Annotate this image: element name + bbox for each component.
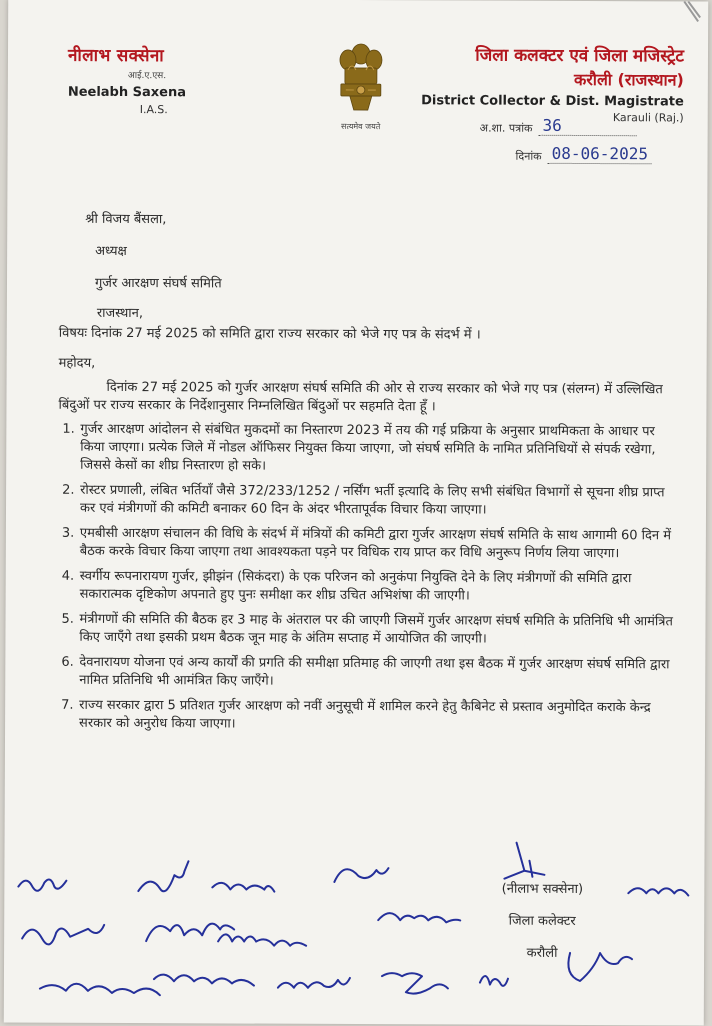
point-number: 6. [61,654,74,670]
letter-date-row [516,144,653,165]
signature-14 [568,953,632,981]
emblem-motto: सत्यमेव जयते [341,121,381,132]
point-number: 7. [61,697,74,713]
signature-15 [628,888,688,895]
signature-9 [278,978,350,988]
lion-capital-emblem-icon [336,40,386,120]
list-item [58,482,678,521]
state-emblem [328,40,394,136]
list-item [57,697,677,736]
signature-4 [138,861,188,891]
point-number: 1. [62,421,75,437]
addressee-organisation: गुर्जर आरक्षण संघर्ष समिति [94,275,222,292]
office-title-english: District Collector & Dist. Magistrate [421,93,684,110]
signature-collector [504,843,544,879]
officer-name-hindi: नीलाभ सक्सेना [67,45,165,67]
signatory-designation: जिला कलेक्टर [508,913,576,929]
point-number: 5. [61,611,74,627]
list-item [57,654,677,693]
staple-pin-icon [680,1,702,27]
point-number: 4. [61,568,75,584]
signature-8 [154,975,254,986]
officer-service-hindi: आई.ए.एस. [127,71,167,82]
point-text: मंत्रीगणों की समिति की बैठक हर 3 माह के अंतराल पर की जाएगी जिसमें गुर्जर आरक्षण संघर्ष समिति के प्रतिनिधि भी आमंत्रित किए जाएँगे तथा इसकी प्रथम बैठक जून माह के अंतिम सप्ताह में आयोजित की जाएगी। [79,611,673,647]
office-place-english: Karauli (Raj.) [612,111,684,125]
point-text: स्वर्गीय रूपनारायण गुर्जर, झीझंन (सिकंदरा) के एक परिजन को अनुकंपा नियुक्ति देने के लिए मंत्रीगणों की समिति द्वारा सकारात्मक दृष्टिकोण अपनाते हुए पुनः समीक्षा कर शीघ्र उचित अभिशंषा की जाएगी। [79,568,632,604]
signature-2 [22,925,104,945]
point-text: रोस्टर प्रणाली, लंबित भर्तियाँ जैसे 372/233/1252 / नर्सिंग भर्ती इत्यादि के लिए सभी संबंधित विभागों से सूचना शीघ्र प्राप्त कर एवं मंत्रीगणों की कमिटी बनाकर 60 दिन के अंदर भीरतापूर्वक विचार किया जाएगा। [79,482,665,518]
letter-subject: विषयः दिनांक 27 मई 2025 को समिति द्वारा राज्य सरकार को भेजे गए पत्र के संदर्भ में । [58,325,481,343]
intro-paragraph: दिनांक 27 मई 2025 को गुर्जर आरक्षण संघर्ष समिति की ओर से राज्य सरकार को भेजे गए पत्र (संलग्न) में उल्लिखित बिंदुओं पर राज्य सरकार के निर्देशानुसार निम्नलिखित बिंदुओं पर सहमति देता हूँ । [58,379,663,415]
letter-date-label: दिनांक [515,149,542,163]
signature-7 [218,934,306,945]
signature-10 [334,868,388,882]
list-item [58,525,678,564]
letter-reference [479,116,652,173]
letter-number-label: अ.शा. पत्रांक [479,121,533,135]
signature-3 [40,984,160,996]
addressee: श्री विजय बैंसला, [85,211,167,228]
point-text: गुर्जर आरक्षण आंदोलन से संबंधित मुकदमों का निस्तारण 2023 में तय की गई प्रक्रिया के अनुसार प्राथमिकता के आधार पर किया जाएगा। प्रत्येक जिले में नोडल ऑफिसर नियुक्त किया जाएगा, जो संघर्ष समिति के नामित प्रतिनिधियों से संपर्क रखेगा, जिससे केसों का शीघ्र निस्तारण हो सके। [80,421,656,474]
letterhead-right [421,42,684,124]
office-place-hindi: करौली (राजस्थान) [573,69,684,90]
signature-13 [480,976,508,986]
list-item [58,568,678,607]
officer-name-english: Neelabh Saxena [67,84,187,101]
officer-service-english: I.A.S. [139,103,168,117]
letter-number-value: 36 [538,116,636,136]
letter-page [4,0,708,1026]
addressee-state: राजस्थान, [96,305,144,322]
letterhead-left [68,43,187,117]
letter-number-row [480,116,653,137]
point-text: देवनारायण योजना एवं अन्य कार्यों की प्रगति की समीक्षा प्रतिमाह की जाएगी तथा इस बैठक में गुर्जर आरक्षण संघर्ष समिति द्वारा नामित प्रतिनिधि भी आमंत्रित किए जाएँगे। [79,654,670,689]
signature-11 [378,913,460,922]
agreement-points-list [57,421,678,736]
list-item [57,611,677,650]
signature-6 [212,883,274,892]
handwritten-signatures [4,828,708,1025]
point-number: 3. [61,525,75,541]
addressee-designation: अध्यक्ष [95,243,127,259]
signatory-place: करौली [526,945,558,961]
salutation: महोदय, [58,355,96,371]
list-item [58,421,678,478]
letter-date-value: 08-06-2025 [548,144,652,164]
letter-body [57,211,679,743]
signature-12 [382,973,448,994]
signatory-name: (नीलाभ सक्सेना) [501,881,584,897]
point-number: 2. [62,482,75,498]
office-title-hindi: जिला कलक्टर एवं जिला मजिस्ट्रेट [475,45,685,67]
point-text: राज्य सरकार द्वारा 5 प्रतिशत गुर्जर आरक्षण को नवीं अनुसूची में शामिल करने हेतु कैबिनेट से प्रस्ताव अनुमोदित कराके केन्द्र सरकार को अनुरोध किया जाएगा। [79,697,651,732]
signature-1 [18,879,66,891]
point-text: एमबीसी आरक्षण संचालन की विधि के संदर्भ में मंत्रियों की कमिटी द्वारा गुर्जर आरक्षण संघर्ष समिति के साथ आगामी 60 दिन में बैठक करके विचार किया जाएगा तथा आवश्यकता पड़ने पर विधिक राय प्राप्त कर विधि अनुरूप निर्णय लिया जाएगा। [79,525,672,562]
